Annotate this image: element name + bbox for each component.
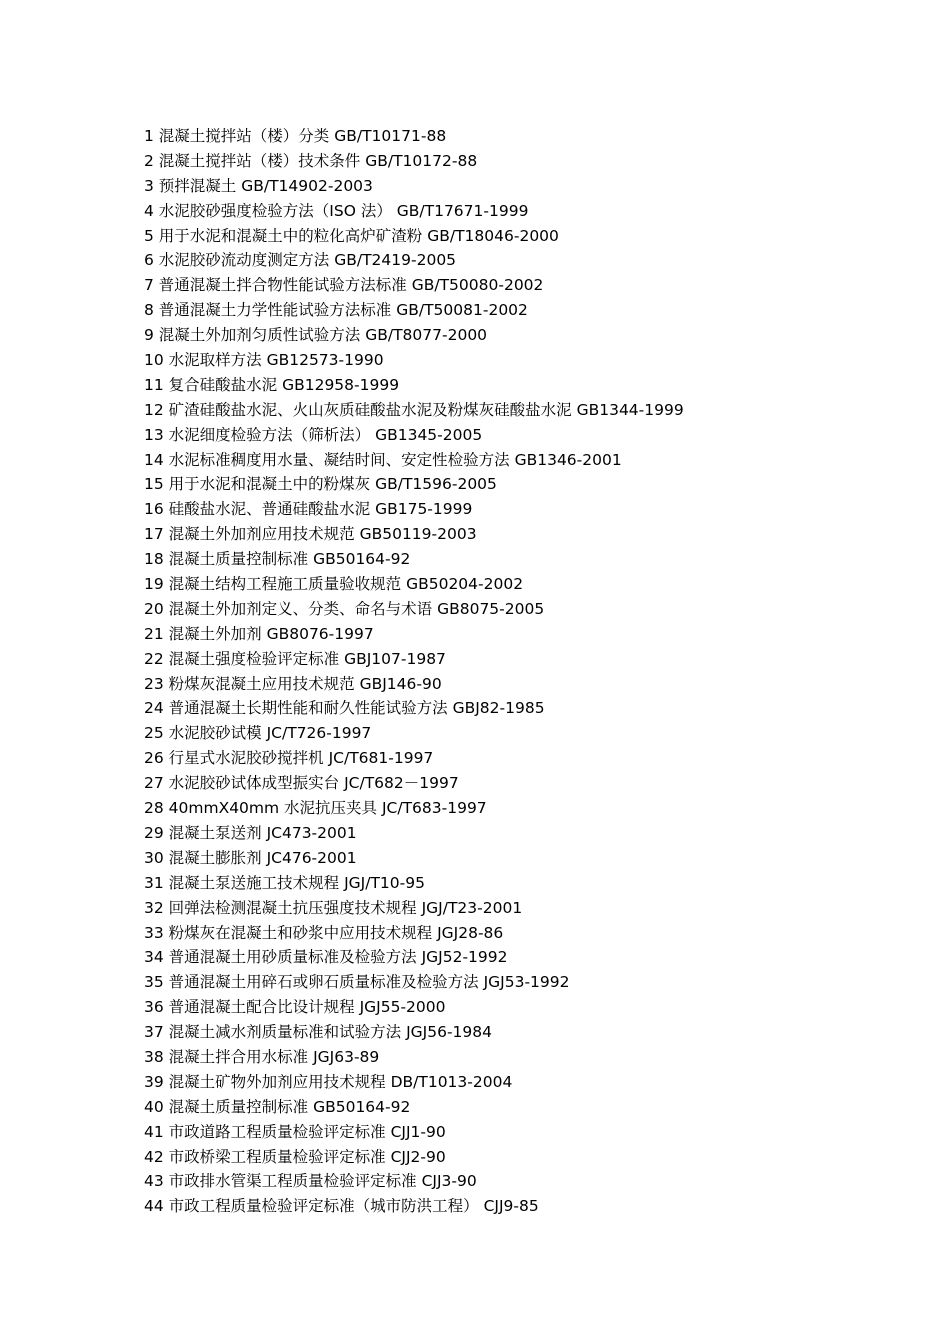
list-item: 16 硅酸盐水泥、普通硅酸盐水泥 GB175-1999 xyxy=(144,500,473,519)
standards-list xyxy=(144,124,684,1219)
list-item: 4 水泥胶砂强度检验方法（ISO 法） GB/T17671-1999 xyxy=(144,201,529,220)
list-item: 8 普通混凝土力学性能试验方法标准 GB/T50081-2002 xyxy=(144,301,528,320)
list-item: 12 矿渣硅酸盐水泥、火山灰质硅酸盐水泥及粉煤灰硅酸盐水泥 GB1344-1999 xyxy=(144,400,684,419)
list-item: 25 水泥胶砂试模 JC/T726-1997 xyxy=(144,724,372,743)
list-item: 36 普通混凝土配合比设计规程 JGJ55-2000 xyxy=(144,998,446,1017)
list-item: 17 混凝土外加剂应用技术规范 GB50119-2003 xyxy=(144,525,477,544)
list-item: 30 混凝土膨胀剂 JC476-2001 xyxy=(144,848,357,867)
list-item: 6 水泥胶砂流动度测定方法 GB/T2419-2005 xyxy=(144,251,457,270)
list-item: 22 混凝土强度检验评定标准 GBJ107-1987 xyxy=(144,649,446,668)
list-item: 14 水泥标准稠度用水量、凝结时间、安定性检验方法 GB1346-2001 xyxy=(144,450,622,469)
list-item: 38 混凝土拌合用水标准 JGJ63-89 xyxy=(144,1047,380,1066)
list-item: 18 混凝土质量控制标准 GB50164-92 xyxy=(144,550,411,569)
list-item: 31 混凝土泵送施工技术规程 JGJ/T10-95 xyxy=(144,873,425,892)
list-item: 40 混凝土质量控制标准 GB50164-92 xyxy=(144,1097,411,1116)
list-item: 34 普通混凝土用砂质量标准及检验方法 JGJ52-1992 xyxy=(144,948,508,967)
list-item: 11 复合硅酸盐水泥 GB12958-1999 xyxy=(144,375,400,394)
list-item: 2 混凝土搅拌站（楼）技术条件 GB/T10172-88 xyxy=(144,151,478,170)
list-item: 29 混凝土泵送剂 JC473-2001 xyxy=(144,823,357,842)
list-item: 5 用于水泥和混凝土中的粒化高炉矿渣粉 GB/T18046-2000 xyxy=(144,226,559,245)
list-item: 27 水泥胶砂试体成型振实台 JC/T682－1997 xyxy=(144,774,459,793)
list-item: 33 粉煤灰在混凝土和砂浆中应用技术规程 JGJ28-86 xyxy=(144,923,504,942)
list-item: 26 行星式水泥胶砂搅拌机 JC/T681-1997 xyxy=(144,749,434,768)
list-item: 35 普通混凝土用碎石或卵石质量标准及检验方法 JGJ53-1992 xyxy=(144,973,570,992)
list-item: 44 市政工程质量检验评定标准（城市防洪工程） CJJ9-85 xyxy=(144,1197,539,1216)
list-item: 39 混凝土矿物外加剂应用技术规程 DB/T1013-2004 xyxy=(144,1072,513,1091)
list-item: 1 混凝土搅拌站（楼）分类 GB/T10171-88 xyxy=(144,127,447,145)
list-item: 10 水泥取样方法 GB12573-1990 xyxy=(144,351,384,370)
list-item: 23 粉煤灰混凝土应用技术规范 GBJ146-90 xyxy=(144,674,442,693)
list-item: 21 混凝土外加剂 GB8076-1997 xyxy=(144,624,374,643)
list-item: 15 用于水泥和混凝土中的粉煤灰 GB/T1596-2005 xyxy=(144,475,497,494)
list-item: 20 混凝土外加剂定义、分类、命名与术语 GB8075-2005 xyxy=(144,599,545,618)
list-item: 32 回弹法检测混凝土抗压强度技术规程 JGJ/T23-2001 xyxy=(144,898,523,917)
list-item: 9 混凝土外加剂匀质性试验方法 GB/T8077-2000 xyxy=(144,326,488,345)
list-item: 24 普通混凝土长期性能和耐久性能试验方法 GBJ82-1985 xyxy=(144,699,545,718)
list-item: 13 水泥细度检验方法（筛析法） GB1345-2005 xyxy=(144,425,483,444)
list-item: 3 预拌混凝土 GB/T14902-2003 xyxy=(144,176,373,195)
list-item: 42 市政桥梁工程质量检验评定标准 CJJ2-90 xyxy=(144,1147,446,1166)
list-item: 7 普通混凝土拌合物性能试验方法标准 GB/T50080-2002 xyxy=(144,276,544,295)
list-item: 19 混凝土结构工程施工质量验收规范 GB50204-2002 xyxy=(144,575,524,594)
list-item: 43 市政排水管渠工程质量检验评定标准 CJJ3-90 xyxy=(144,1172,477,1191)
list-item: 37 混凝土减水剂质量标准和试验方法 JGJ56-1984 xyxy=(144,1023,492,1042)
list-item: 28 40mmX40mm 水泥抗压夹具 JC/T683-1997 xyxy=(144,799,487,818)
list-item: 41 市政道路工程质量检验评定标准 CJJ1-90 xyxy=(144,1122,446,1141)
